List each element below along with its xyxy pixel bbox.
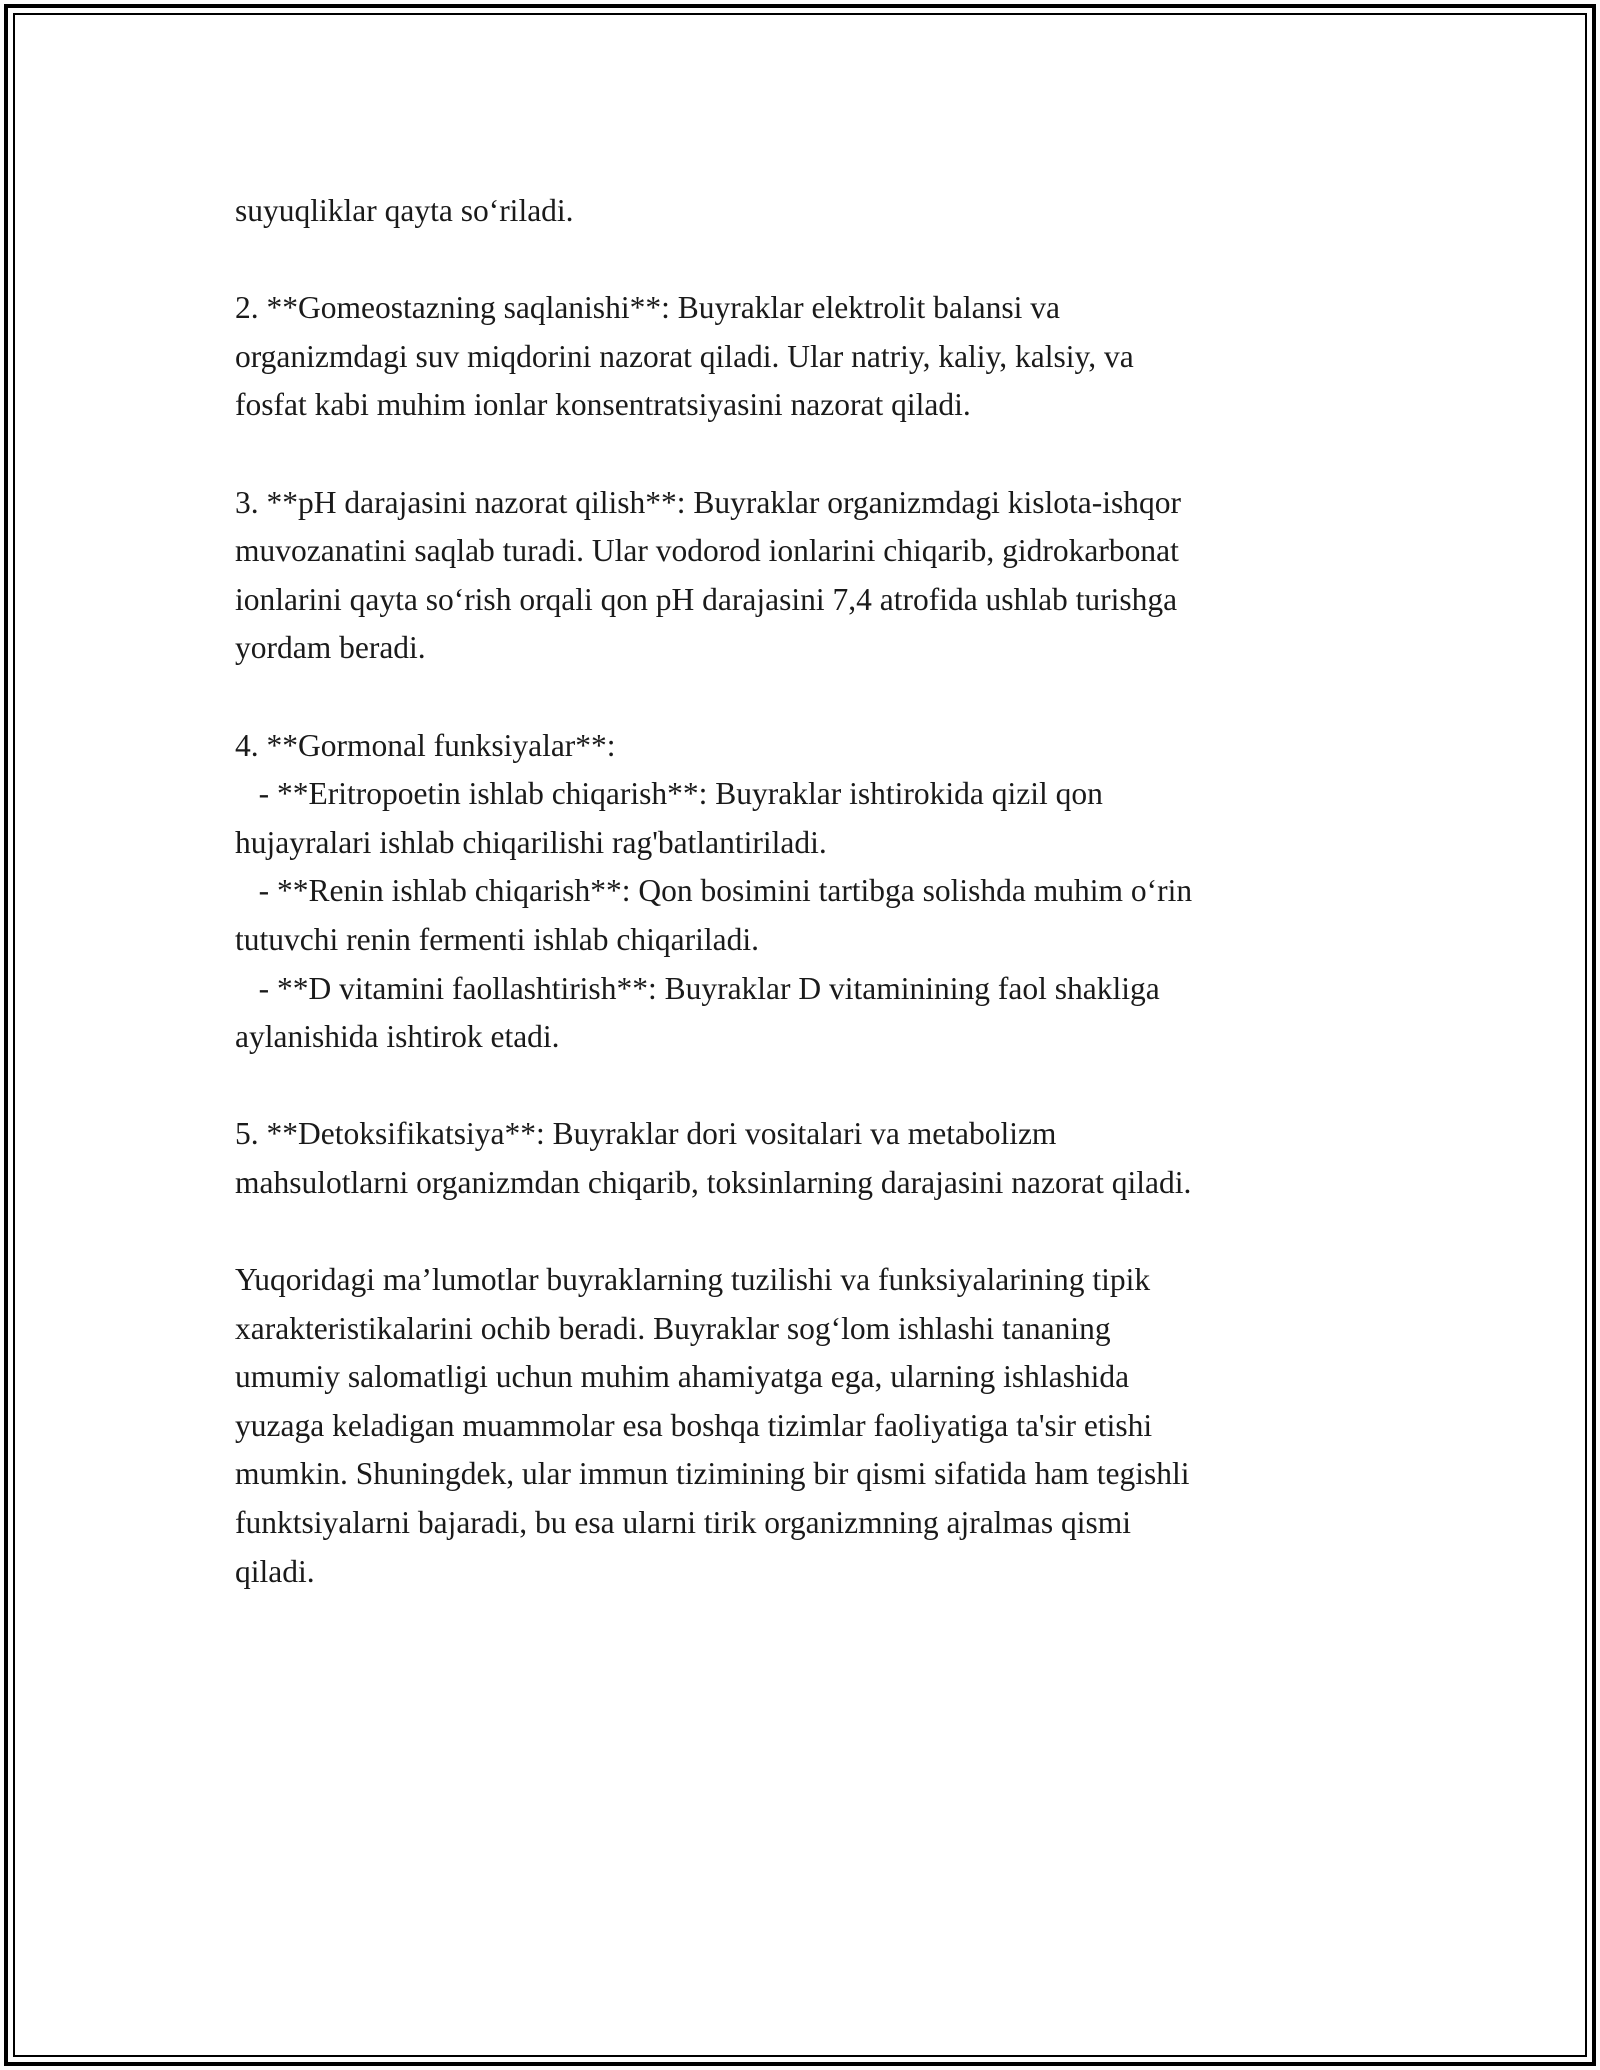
text-line: - **D vitamini faollashtirish**: Buyraklar D vitaminining faol shakliga (235, 970, 1160, 1006)
text-line: - **Eritropoetin ishlab chiqarish**: Buyraklar ishtirokida qizil qon (235, 776, 1103, 812)
text-line: xarakteristikalarini ochib beradi. Buyraklar sog‘lom ishlashi tananing (235, 1310, 1111, 1346)
text-line: 5. **Detoksifikatsiya**: Buyraklar dori vositalari va metabolizm (235, 1116, 1057, 1152)
text-line: yordam beradi. (235, 630, 426, 666)
text-line: - **Renin ishlab chiqarish**: Qon bosimini tartibga solishda muhim o‘rin (235, 873, 1193, 909)
text-line: fosfat kabi muhim ionlar konsentratsiyasini nazorat qiladi. (235, 387, 971, 423)
text-line: mahsulotlarni organizmdan chiqarib, toksinlarning darajasini nazorat qiladi. (235, 1164, 1192, 1200)
text-line: hujayralari ishlab chiqarilishi rag'batlantiriladi. (235, 824, 827, 860)
text-line: Yuqoridagi ma’lumotlar buyraklarning tuzilishi va funksiyalarining tipik (235, 1262, 1151, 1298)
blank-line (235, 430, 1365, 479)
blank-line (235, 236, 1365, 285)
text-line: yuzaga keladigan muammolar esa boshqa tizimlar faoliyatiga ta'sir etishi (235, 1407, 1153, 1443)
text-line: 3. **pH darajasini nazorat qilish**: Buyraklar organizmdagi kislota-ishqor (235, 484, 1181, 520)
text-line: organizmdagi suv miqdorini nazorat qiladi. Ular natriy, kaliy, kalsiy, va (235, 338, 1134, 374)
text-line: ionlarini qayta so‘rish orqali qon pH darajasini 7,4 atrofida ushlab turishga (235, 581, 1178, 617)
text-line: muvozanatini saqlab turadi. Ular vodorod ionlarini chiqarib, gidrokarbonat (235, 533, 1179, 569)
text-line: mumkin. Shuningdek, ular immun tizimining bir qismi sifatida ham tegishli (235, 1456, 1190, 1492)
blank-line (235, 673, 1365, 722)
text-line: suyuqliklar qayta so‘riladi. (235, 193, 574, 228)
text-line: tutuvchi renin fermenti ishlab chiqariladi. (235, 921, 759, 957)
text-line: funktsiyalarni bajaradi, bu esa ularni tirik organizmning ajralmas qismi (235, 1505, 1132, 1541)
blank-line (235, 1062, 1365, 1111)
text-line: 4. **Gormonal funksiyalar**: (235, 727, 616, 763)
blank-line (235, 1207, 1365, 1256)
document-body (235, 187, 1365, 1596)
text-line: qiladi. (235, 1553, 315, 1589)
text-line: umumiy salomatligi uchun muhim ahamiyatga ega, ularning ishlashida (235, 1359, 1130, 1395)
text-line: 2. **Gomeostazning saqlanishi**: Buyraklar elektrolit balansi va (235, 290, 1060, 326)
text-line: aylanishida ishtirok etadi. (235, 1019, 560, 1055)
